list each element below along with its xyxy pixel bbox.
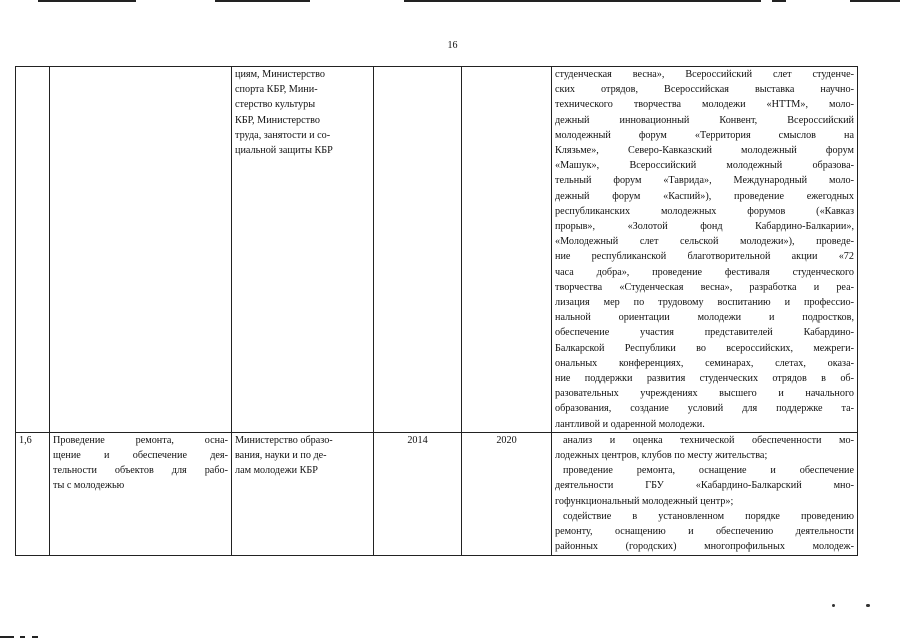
text-line: студенческая весна», Всероссийский слет студенче- bbox=[555, 69, 854, 80]
start-year-cell bbox=[374, 67, 462, 433]
table-row bbox=[16, 432, 858, 555]
text-line: районных (городских) многопрофильных молодеж- bbox=[555, 541, 854, 553]
text-line: разовательных учреждениях высшего и начального bbox=[555, 388, 854, 400]
scan-bottom-mark bbox=[20, 636, 25, 638]
scan-speck bbox=[832, 604, 835, 607]
text-line: республиканских молодежных форумов («Кавказ bbox=[555, 205, 854, 217]
scan-bottom-mark bbox=[32, 636, 38, 638]
text-line: КБР, Министерство bbox=[235, 114, 320, 126]
end-year-cell bbox=[462, 67, 552, 433]
page-number: 16 bbox=[447, 40, 458, 51]
scan-bottom-mark bbox=[0, 636, 14, 638]
text-line: прорыв», «Золотой фонд Кабардино-Балкарии», bbox=[555, 221, 854, 233]
end-year: 2020 bbox=[496, 434, 517, 446]
measure-name-cell bbox=[50, 67, 232, 433]
text-line: лодежных центров, клубов по месту жительства; bbox=[555, 450, 768, 462]
text-line: лам молодежи КБР bbox=[235, 465, 318, 477]
text-line: спорта КБР, Мини- bbox=[235, 84, 318, 96]
text-line: труда, занятости и со- bbox=[235, 129, 331, 141]
expected-result-cell bbox=[552, 432, 858, 555]
text-line: молодежный форум «Территория смыслов на bbox=[555, 129, 854, 141]
item-number-cell bbox=[16, 67, 50, 433]
text-line: «Машук», Всероссийский молодежный образова- bbox=[555, 160, 854, 172]
text-line: стерство культуры bbox=[235, 99, 316, 111]
executor-cell bbox=[232, 432, 374, 555]
text-line: деятельности ГБУ «Кабардино-Балкарский мно- bbox=[555, 480, 854, 492]
text-line: Министерство образо- bbox=[235, 434, 333, 446]
scan-top-line-5 bbox=[850, 0, 900, 2]
text-line: обеспечение участия представителей Кабардино- bbox=[555, 327, 854, 339]
text-line: Клязьме», Северо-Кавказский молодежный форум bbox=[555, 145, 854, 157]
scan-top-line-2 bbox=[215, 0, 310, 2]
start-year-cell bbox=[374, 432, 462, 555]
text-line: щение и обеспечение дея- bbox=[53, 450, 228, 462]
text-line: лантливой и одаренной молодежи. bbox=[555, 418, 705, 430]
text-line: ональных конференциях, семинарах, слетах, оказа- bbox=[555, 357, 854, 369]
text-line: ских отрядов, Всероссийская выставка научно- bbox=[555, 84, 854, 96]
text-line: ремонту, оснащению и обеспечению деятельности bbox=[555, 526, 854, 538]
text-line: содействие в установленном порядке проведению bbox=[563, 510, 854, 522]
text-line: дежный форум «Каспий»), проведение ежегодных bbox=[555, 190, 854, 202]
text-line: ние поддержки развития студенческих отрядов в об- bbox=[555, 373, 854, 385]
text-line: проведение ремонта, оснащение и обеспечение bbox=[563, 465, 854, 477]
executor-cell bbox=[232, 67, 374, 433]
start-year: 2014 bbox=[407, 434, 428, 446]
text-line: образования, создание условий для поддержке та- bbox=[555, 403, 854, 415]
text-line: технического творчества молодежи «НТТМ», моло- bbox=[555, 99, 854, 111]
text-line: циям, Министерство bbox=[235, 69, 325, 80]
item-number: 1,6 bbox=[19, 434, 32, 446]
text-line: творчества «Студенческая весна», разработка и реа- bbox=[555, 281, 854, 293]
text-line: ты с молодежью bbox=[53, 480, 125, 492]
scan-top-line-1 bbox=[38, 0, 136, 2]
scan-speck bbox=[866, 604, 870, 607]
end-year-cell bbox=[462, 432, 552, 555]
text-line: Балкарской Республики во всероссийских, межреги- bbox=[555, 342, 854, 354]
scan-top-line-4 bbox=[772, 0, 786, 2]
text-line: тельности объектов для рабо- bbox=[53, 465, 228, 477]
text-line: анализ и оценка технической обеспеченности мо- bbox=[563, 434, 854, 446]
expected-result-cell bbox=[552, 67, 858, 433]
text-line: циальной защиты КБР bbox=[235, 145, 333, 157]
measure-name-cell bbox=[50, 432, 232, 555]
text-line: «Молодежный слет сельской молодежи»), проведе- bbox=[555, 236, 854, 248]
text-line: нальной ориентации молодежи и подростков, bbox=[555, 312, 854, 324]
text-line: тельный форум «Таврида», Международный моло- bbox=[555, 175, 854, 187]
table-row bbox=[16, 67, 858, 433]
text-line: Проведение ремонта, осна- bbox=[53, 434, 228, 446]
table-body bbox=[16, 67, 858, 556]
program-table bbox=[15, 66, 858, 556]
item-number-cell bbox=[16, 432, 50, 555]
text-line: гофункциональный молодежный центр»; bbox=[555, 495, 734, 507]
text-line: лизация мер по трудовому воспитанию и профессио- bbox=[555, 297, 854, 309]
text-line: вания, науки и по де- bbox=[235, 450, 327, 462]
text-line: часа добра», проведение фестиваля студенческого bbox=[555, 266, 854, 278]
text-line: ние республиканской благотворительной акции «72 bbox=[555, 251, 854, 263]
scan-top-line-3 bbox=[404, 0, 761, 2]
text-line: дежный инновационный Конвент, Всероссийский bbox=[555, 114, 854, 126]
